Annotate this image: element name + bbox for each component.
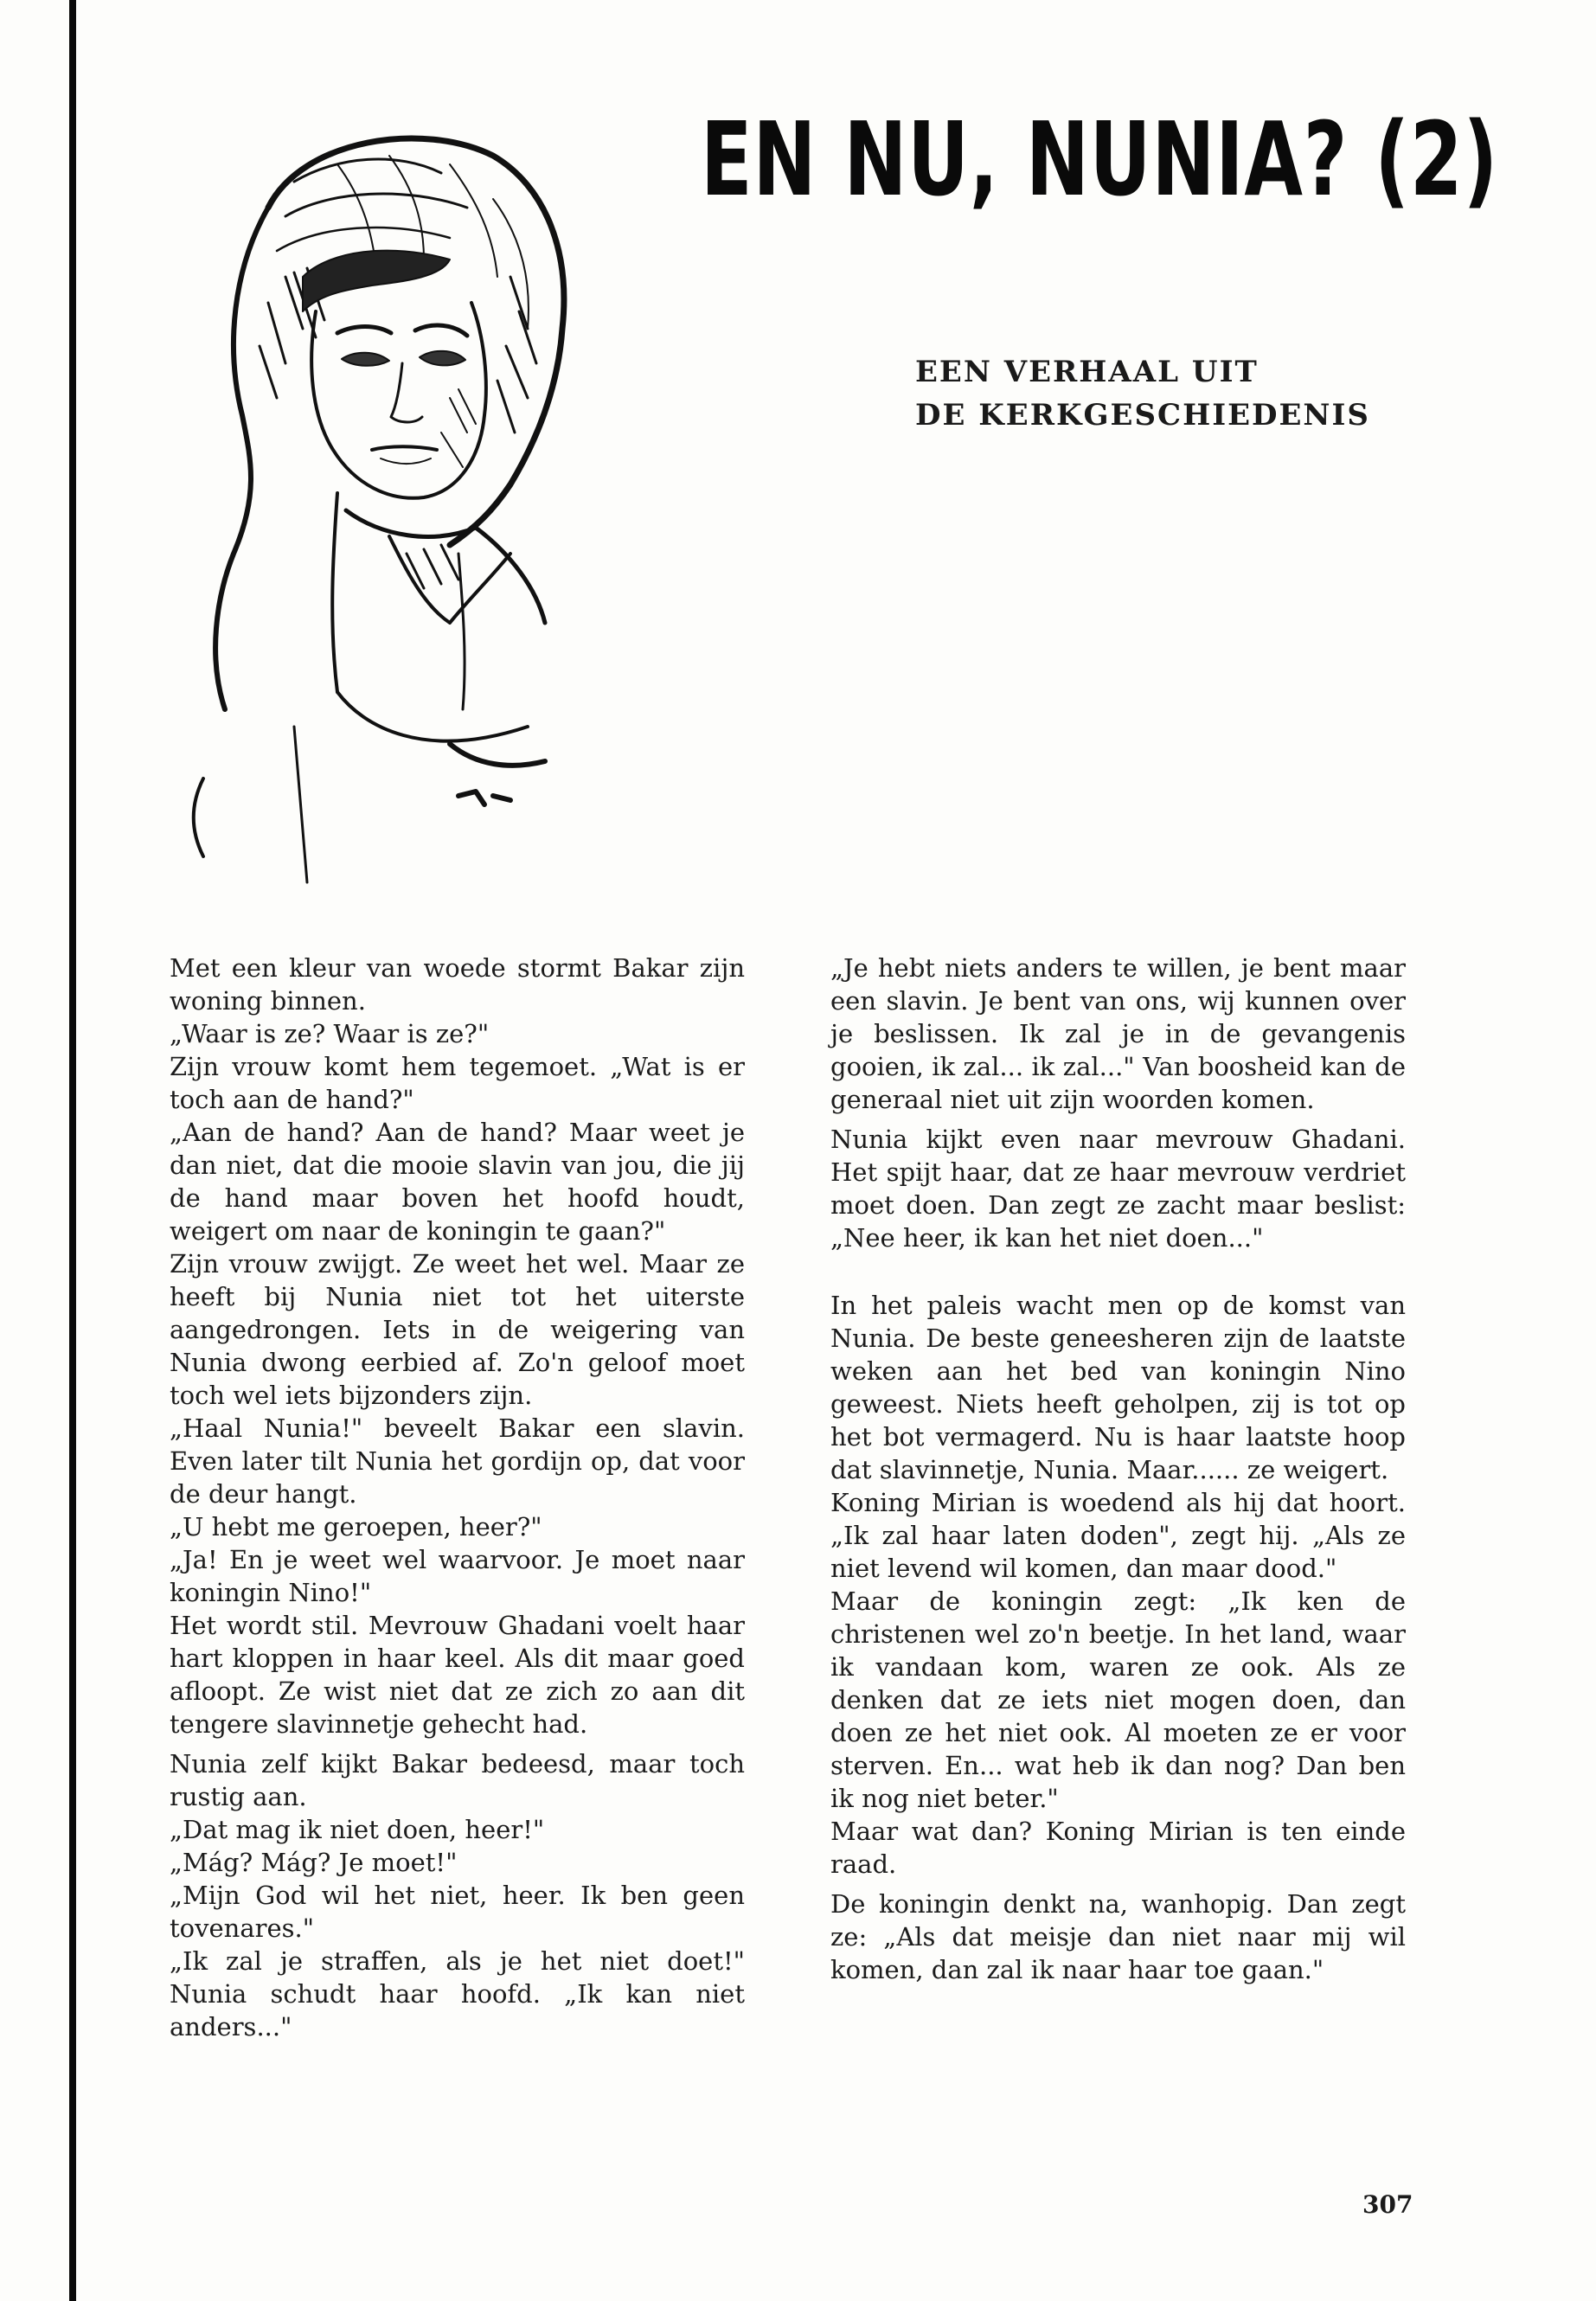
right-text-column	[830, 952, 1406, 1986]
paragraph: Met een kleur van woede stormt Bakar zijn woning binnen.	[170, 953, 745, 1016]
paragraph: „U hebt me geroepen, heer?"	[170, 1512, 542, 1541]
subtitle-line-2: DE KERKGESCHIEDENIS	[915, 398, 1370, 433]
page-left-border	[69, 0, 76, 2301]
paragraph: In het paleis wacht men op de komst van Nunia. De beste geneesheren zijn de laatste weken aan het bed van koningin Nino geweest. Niets heeft geholpen, zij is tot op het bot vermagerd. Nu is haar laatste hoop dat slavinnetje, Nunia. Maar...... ze weigert.	[830, 1291, 1406, 1484]
paragraph: Het wordt stil. Mevrouw Ghadani voelt haar hart kloppen in haar keel. Als dit maar goed afloopt. Ze wist niet dat ze zich zo aan dit tengere slavinnetje gehecht had.	[170, 1611, 745, 1739]
subtitle-line-1: EEN VERHAAL UIT	[915, 355, 1259, 389]
paragraph: „Je hebt niets anders te willen, je bent maar een slavin. Je bent van ons, wij kunnen over je beslissen. Ik zal je in de gevangenis gooien, ik zal... ik zal..." Van boosheid kan de generaal niet uit zijn woorden komen.	[830, 953, 1406, 1114]
paragraph: „Aan de hand? Aan de hand? Maar weet je dan niet, dat die mooie slavin van jou, die jij de hand maar boven het hoofd houdt, weigert om naar de koningin te gaan?"	[170, 1118, 745, 1246]
girl-with-headscarf-sketch-icon	[164, 104, 649, 900]
paragraph: Maar de koningin zegt: „Ik ken de christenen wel zo'n beetje. In het land, waar ik vandaan kom, waren ze ook. Als ze denken dat ze iets niet mogen doen, dan doen ze het niet ook. Al moeten ze er voor sterven. En... wat heb ik dan nog? Dan ben ik nog niet beter."	[830, 1586, 1406, 1813]
left-text-column	[170, 952, 745, 2043]
paragraph: „Waar is ze? Waar is ze?"	[170, 1019, 490, 1048]
paragraph: Nunia zelf kijkt Bakar bedeesd, maar toch rustig aan.	[170, 1749, 745, 1811]
paragraph: „Mijn God wil het niet, heer. Ik ben geen tovenares."	[170, 1881, 745, 1943]
paragraph: Zijn vrouw zwijgt. Ze weet het wel. Maar ze heeft bij Nunia niet tot het uiterste aangedrongen. Iets in de weigering van Nunia dwong eerbied af. Zo'n geloof moet toch wel iets bijzonders zijn.	[170, 1249, 745, 1410]
paragraph: Maar wat dan? Koning Mirian is ten einde raad.	[830, 1817, 1406, 1879]
paragraph: „Dat mag ik niet doen, heer!"	[170, 1815, 545, 1844]
paragraph: „Haal Nunia!" beveelt Bakar een slavin. Even later tilt Nunia het gordijn op, dat voor de deur hangt.	[170, 1413, 745, 1509]
paragraph: „Ja! En je weet wel waarvoor. Je moet naar koningin Nino!"	[170, 1545, 745, 1607]
paragraph: Koning Mirian is woedend als hij dat hoort. „Ik zal haar laten doden", zegt hij. „Als ze niet levend wil komen, dan maar dood."	[830, 1488, 1406, 1583]
paragraph: Zijn vrouw komt hem tegemoet. „Wat is er toch aan de hand?"	[170, 1052, 745, 1114]
paragraph: De koningin denkt na, wanhopig. Dan zegt ze: „Als dat meisje dan niet naar mij wil komen, dan zal ik naar haar toe gaan."	[830, 1889, 1406, 1984]
paragraph: „Mág? Mág? Je moet!"	[170, 1848, 458, 1877]
paragraph: Nunia kijkt even naar mevrouw Ghadani. Het spijt haar, dat ze haar mevrouw verdriet moet doen. Dan zegt ze zacht maar beslist: „Nee heer, ik kan het niet doen..."	[830, 1125, 1406, 1253]
subtitle	[915, 350, 1452, 437]
paragraph: „Ik zal je straffen, als je het niet doet!" Nunia schudt haar hoofd. „Ik kan niet anders..."	[170, 1946, 745, 2041]
page-number: 307	[1362, 2190, 1413, 2219]
page-title: EN NU, NUNIA? (2)	[701, 99, 1499, 219]
